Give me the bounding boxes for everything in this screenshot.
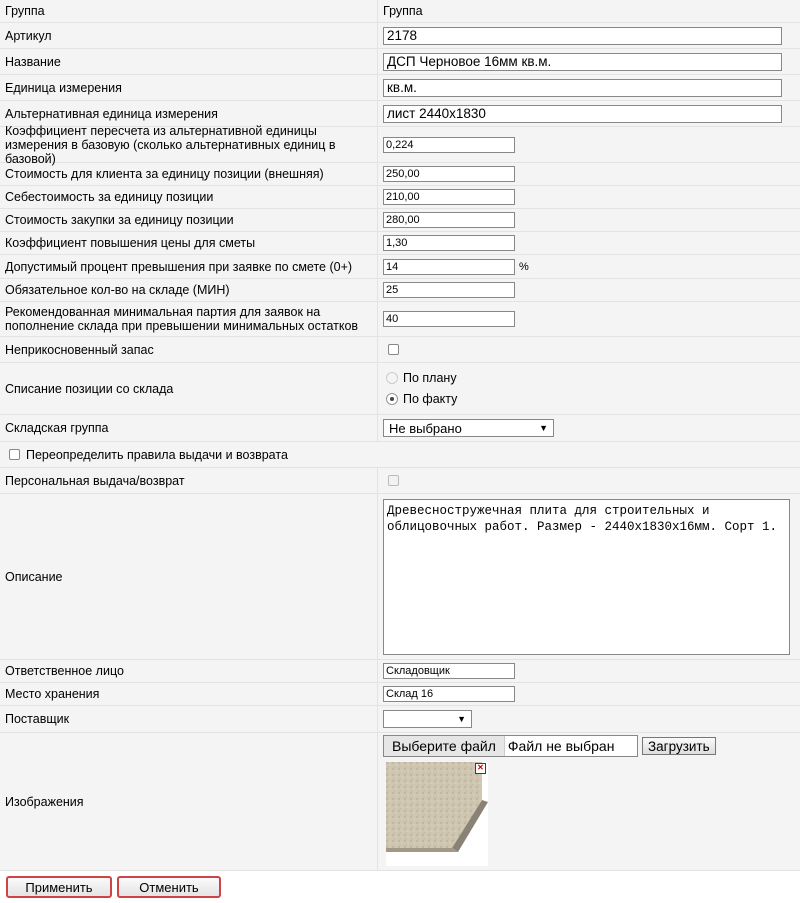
row-cost <box>0 186 800 209</box>
row-storage <box>0 683 800 706</box>
file-status: Файл не выбран <box>507 738 615 754</box>
row-client-price <box>0 163 800 186</box>
markup-input[interactable] <box>383 235 515 251</box>
description-label: Описание <box>5 569 63 584</box>
row-override <box>0 442 800 468</box>
row-purchase <box>0 209 800 232</box>
apply-button[interactable]: Применить <box>6 876 112 898</box>
delete-image-icon[interactable]: ✕ <box>475 763 486 774</box>
header-right: Группа <box>377 0 800 22</box>
stock-group-select[interactable] <box>383 419 554 437</box>
cancel-button[interactable]: Отменить <box>117 876 221 898</box>
stock-group-value: Не выбрано <box>389 420 462 436</box>
row-markup <box>0 232 800 255</box>
header-row <box>0 0 800 23</box>
alt-unit-label: Альтернативная единица измерения <box>5 106 218 121</box>
cost-input[interactable] <box>383 189 515 205</box>
chipboard-image <box>386 762 488 866</box>
unit-input[interactable] <box>383 79 782 97</box>
alt-unit-input[interactable] <box>383 105 782 123</box>
reserve-label: Неприкосновенный запас <box>5 342 154 357</box>
image-thumbnail[interactable] <box>386 762 488 866</box>
client-price-label: Стоимость для клиента за единицу позиции (внешняя) <box>5 167 324 181</box>
overrun-label: Допустимый процент превышения при заявке по смете (0+) <box>5 259 353 274</box>
responsible-label: Ответственное лицо <box>5 664 124 678</box>
markup-label: Коэффициент повышения цены для сметы <box>5 236 256 250</box>
writeoff-option-plan[interactable] <box>386 371 457 385</box>
min-stock-input[interactable] <box>383 282 515 298</box>
radio-plan-label: По плану <box>403 371 457 385</box>
batch-input[interactable] <box>383 311 515 327</box>
upload-button[interactable]: Загрузить <box>642 737 716 755</box>
cost-label: Себестоимость за единицу позиции <box>5 190 214 204</box>
row-supplier <box>0 706 800 733</box>
supplier-select[interactable] <box>383 710 472 728</box>
row-reserve <box>0 337 800 363</box>
row-responsible <box>0 660 800 683</box>
reserve-checkbox[interactable] <box>388 344 399 355</box>
personal-checkbox[interactable] <box>388 475 399 486</box>
row-batch <box>0 302 800 337</box>
writeoff-label: Списание позиции со склада <box>5 381 174 396</box>
radio-plan[interactable] <box>386 372 398 384</box>
row-writeoff <box>0 363 800 415</box>
supplier-label: Поставщик <box>5 712 70 726</box>
coef-input[interactable] <box>383 137 515 153</box>
row-description <box>0 494 800 660</box>
writeoff-option-fact[interactable] <box>386 392 457 406</box>
batch-label: Рекомендованная минимальная партия для заявок на пополнение склада при превышении минимальных остатков <box>5 305 359 333</box>
row-coef <box>0 123 800 166</box>
client-price-input[interactable] <box>383 166 515 182</box>
form-actions <box>0 871 800 903</box>
storage-input[interactable] <box>383 686 515 702</box>
file-input[interactable] <box>383 735 638 757</box>
row-overrun <box>0 255 800 279</box>
purchase-input[interactable] <box>383 212 515 228</box>
purchase-label: Стоимость закупки за единицу позиции <box>5 213 234 227</box>
row-stock-group <box>0 415 800 442</box>
radio-fact[interactable] <box>386 393 398 405</box>
name-input[interactable] <box>383 53 782 71</box>
storage-label: Место хранения <box>5 687 100 701</box>
responsible-input[interactable] <box>383 663 515 679</box>
override-checkbox[interactable] <box>9 449 20 460</box>
row-article <box>0 23 800 49</box>
chevron-down-icon: ▼ <box>539 423 548 433</box>
overrun-input[interactable] <box>383 259 515 275</box>
chevron-down-icon: ▼ <box>457 714 466 724</box>
choose-file-button[interactable]: Выберите файл <box>384 736 505 756</box>
article-input[interactable] <box>383 27 782 45</box>
unit-label: Единица измерения <box>5 80 122 95</box>
images-label: Изображения <box>5 794 84 809</box>
name-label: Название <box>5 54 61 69</box>
personal-label: Персональная выдача/возврат <box>5 473 185 488</box>
row-name <box>0 49 800 75</box>
stock-group-label: Складская группа <box>5 421 109 435</box>
article-label: Артикул <box>5 28 52 43</box>
min-stock-label: Обязательное кол-во на складе (МИН) <box>5 283 230 297</box>
overrun-unit: % <box>519 260 529 273</box>
radio-fact-label: По факту <box>403 392 458 406</box>
header-left: Группа <box>5 4 45 18</box>
coef-label: Коэффициент пересчета из альтернативной единицы измерения в базовую (сколько альтернативных единиц в базовой) <box>5 123 336 166</box>
override-label: Переопределить правила выдачи и возврата <box>26 447 288 462</box>
row-unit <box>0 75 800 101</box>
row-min-stock <box>0 279 800 302</box>
row-images <box>0 733 800 871</box>
row-personal <box>0 468 800 494</box>
description-textarea[interactable] <box>383 499 790 655</box>
